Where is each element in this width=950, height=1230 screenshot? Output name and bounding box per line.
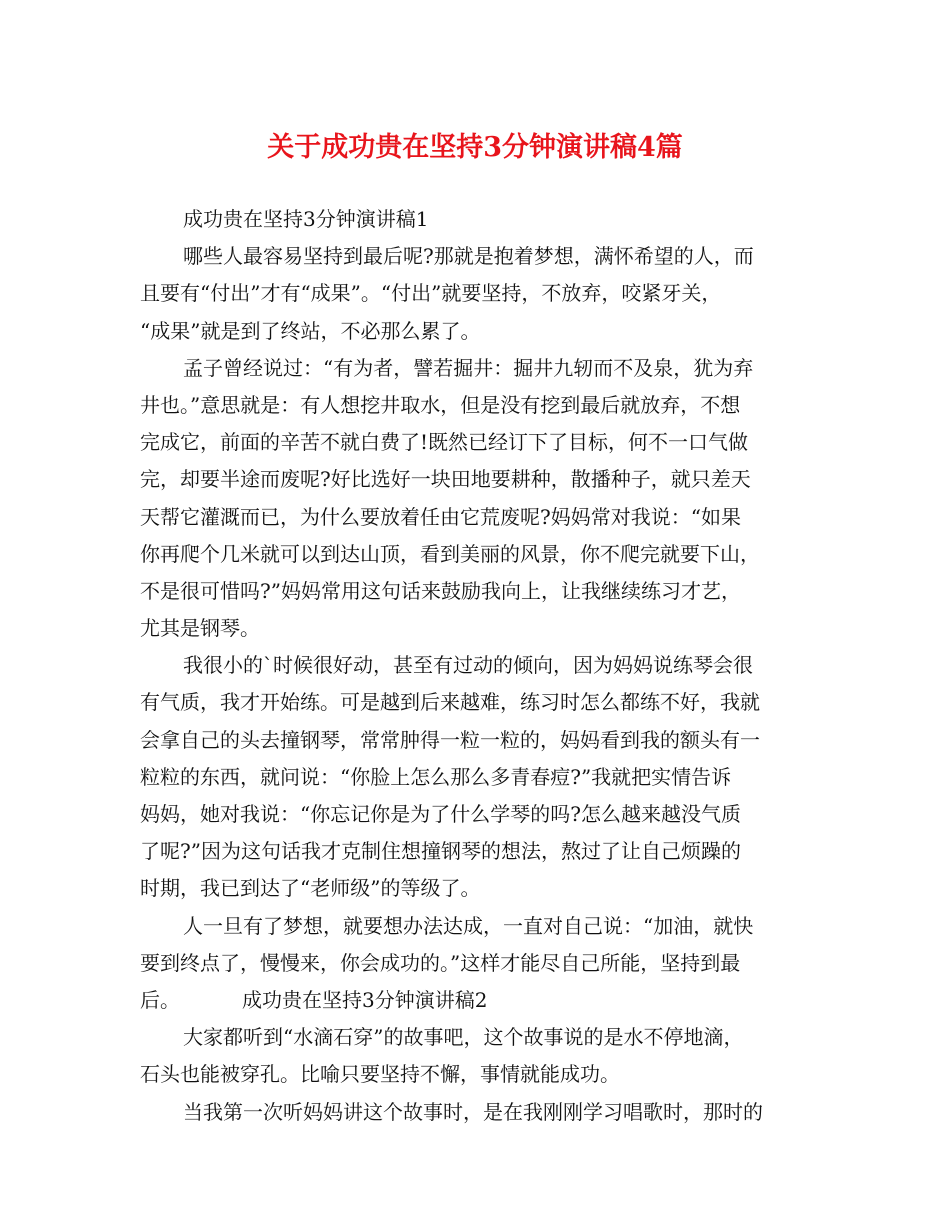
text-line: 完，却要半途而废呢?好比选好一块田地要耕种，散播种子，就只差天	[140, 467, 751, 492]
text-line: 妈妈，她对我说：“你忘记你是为了什么学琴的吗?怎么越来越没气质	[140, 802, 741, 826]
text-line: 当我第一次听妈妈讲这个故事时，是在我刚刚学习唱歌时，那时的	[183, 1099, 763, 1124]
text-line: 你再爬个几米就可以到达山顶，看到美丽的风景，你不爬完就要下山，	[140, 541, 760, 566]
text-line: 要到终点了，慢慢来，你会成功的。”这样才能尽自己所能，坚持到最	[140, 950, 741, 975]
text-line: 哪些人最容易坚持到最后呢?那就是抱着梦想，满怀希望的人，而	[183, 244, 754, 269]
text-line: “成果”就是到了终站，不必那么累了。	[140, 318, 481, 343]
text-line: 不是很可惜吗?”妈妈常用这句话来鼓励我向上，让我继续练习才艺，	[140, 578, 741, 603]
text-line: 我很小的`时候很好动，甚至有过动的倾向，因为妈妈说练琴会很	[183, 653, 753, 678]
section-heading: 成功贵在坚持3分钟演讲稿2	[242, 987, 488, 1012]
text-line: 人一旦有了梦想，就要想办法达成，一直对自己说：“加油，就快	[183, 913, 754, 938]
text-line: 了呢?”因为这句话我才克制住想撞钢琴的想法，熬过了让自己烦躁的	[140, 839, 741, 864]
text-line-split	[140, 982, 820, 1019]
text-line: 成功贵在坚持3分钟演讲稿1	[183, 207, 429, 231]
text-line: 天帮它灌溉而已，为什么要放着任由它荒废呢?妈妈常对我说：“如果	[140, 504, 741, 529]
text-line: 完成它，前面的辛苦不就白费了!既然已经订下了目标，何不一口气做	[140, 430, 749, 455]
text-line: 粒粒的东西，就问说：“你脸上怎么那么多青春痘?”我就把实情告诉	[140, 764, 732, 789]
text-line: 且要有“付出”才有“成果”。“付出”就要坚持，不放弃，咬紧牙关，	[140, 281, 722, 306]
paragraph-end: 后。	[140, 987, 180, 1012]
text-line: 有气质，我才开始练。可是越到后来越难，练习时怎么都练不好，我就	[140, 690, 760, 715]
text-line: 尤其是钢琴。	[140, 616, 260, 641]
text-line: 时期，我已到达了“老师级”的等级了。	[140, 876, 481, 901]
text-line: 石头也能被穿孔。比喻只要坚持不懈，事情就能成功。	[140, 1062, 620, 1087]
text-line: 会拿自己的头去撞钢琴，常常肿得一粒一粒的，妈妈看到我的额头有一	[140, 727, 760, 752]
text-line: 大家都听到“水滴石穿”的故事吧，这个故事说的是水不停地滴，	[183, 1025, 744, 1050]
document-title: 关于成功贵在坚持3分钟演讲稿4篇	[267, 132, 683, 163]
document-body	[140, 201, 820, 1131]
text-line: 孟子曾经说过：“有为者，譬若掘井：掘井九轫而不及泉，犹为弃	[183, 355, 754, 380]
text-line: 井也。”意思就是：有人想挖井取水，但是没有挖到最后就放弃，不想	[140, 392, 741, 417]
